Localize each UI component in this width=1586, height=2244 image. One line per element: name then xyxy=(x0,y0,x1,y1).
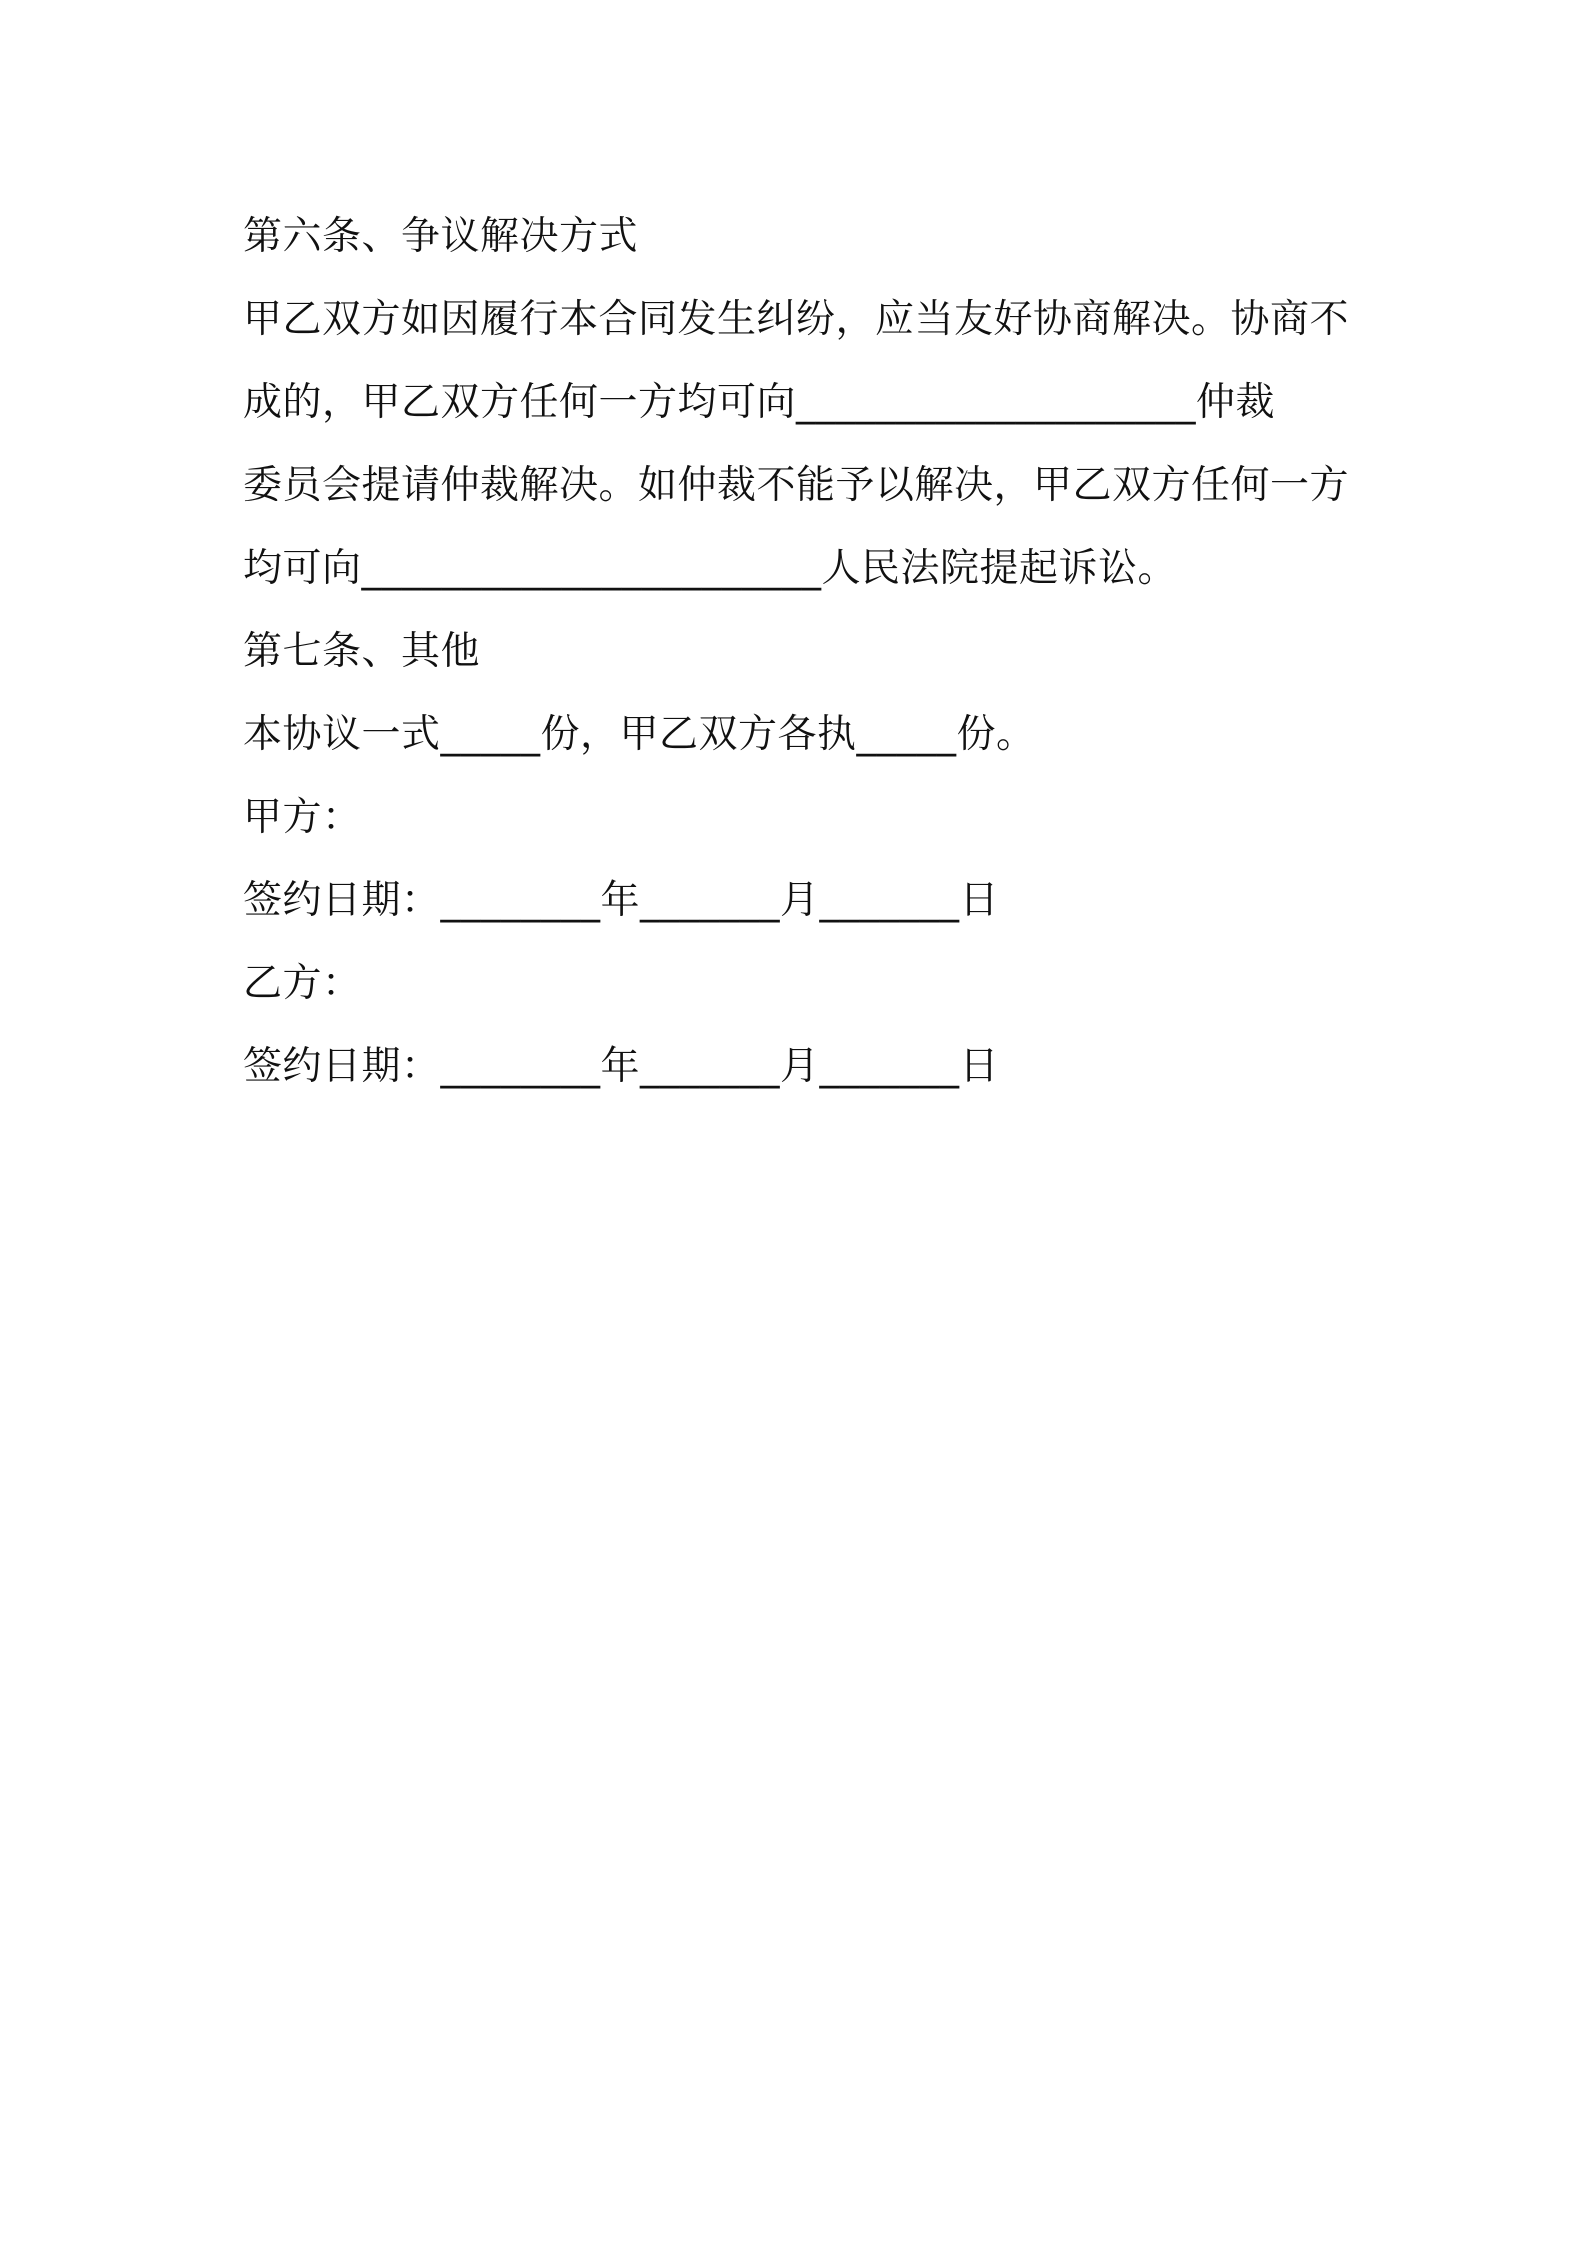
article-6-text-line-3: 委员会提请仲裁解决。如仲裁不能予以解决，甲乙双方任何一方 xyxy=(243,463,1350,508)
article-6-heading: 第六条、争议解决方式 xyxy=(243,214,639,259)
article-7-heading: 第七条、其他 xyxy=(243,629,481,674)
document-body xyxy=(243,195,1358,1108)
party-b-sign-date: 签约日期：________年_______月_______日 xyxy=(243,1044,1000,1089)
party-b-label: 乙方： xyxy=(243,961,362,1006)
party-a-sign-date: 签约日期：________年_______月_______日 xyxy=(243,878,1000,923)
article-6-text-line-4: 均可向_______________________人民法院提起诉讼。 xyxy=(243,546,1178,591)
article-7-copies-text: 本协议一式_____份，甲乙双方各执_____份。 xyxy=(243,712,1036,757)
article-6-text-line-2: 成的，甲乙双方任何一方均可向____________________仲裁 xyxy=(243,380,1276,425)
article-6-text-line-1: 甲乙双方如因履行本合同发生纠纷，应当友好协商解决。协商不 xyxy=(243,297,1350,342)
party-a-label: 甲方： xyxy=(243,795,362,840)
